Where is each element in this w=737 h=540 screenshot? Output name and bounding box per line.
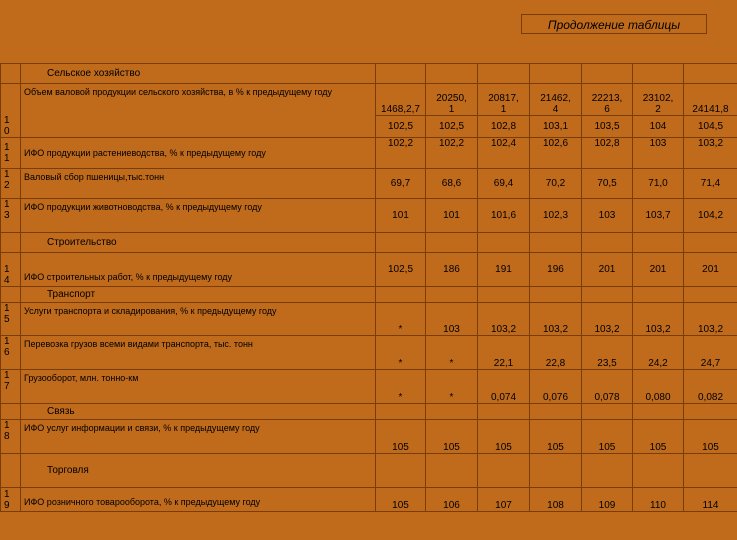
table-row (1, 488, 737, 512)
indicator-name: ИФО продукции животноводства, % к предыдущему году (21, 199, 376, 233)
value-cell: 24,2 (633, 336, 684, 370)
value-cell: 201 (582, 253, 633, 287)
empty-cell (478, 287, 530, 303)
empty-cell (633, 233, 684, 253)
value-cell: * (426, 336, 478, 370)
value-cell: 105 (684, 420, 737, 454)
indicator-name: Перевозка грузов всеми видами транспорта, тыс. тонн (21, 336, 376, 370)
value-cell-top: 20250, 1 (426, 84, 478, 116)
value-cell: 103,2 (530, 303, 582, 336)
value-cell: 0,074 (478, 370, 530, 404)
section-title-agri: Сельское хозяйство (21, 64, 376, 84)
value-cell: 102,8 (582, 138, 633, 169)
table-row (1, 370, 737, 404)
value-cell: * (376, 336, 426, 370)
empty-cell (684, 454, 737, 488)
table-row (1, 253, 737, 287)
value-cell: 201 (633, 253, 684, 287)
value-cell: 103 (582, 199, 633, 233)
indicator-name: ИФО строительных работ, % к предыдущему году (21, 253, 376, 287)
empty-cell (684, 64, 737, 84)
value-cell: 68,6 (426, 169, 478, 199)
value-cell: 102,2 (376, 138, 426, 169)
value-cell: 105 (376, 488, 426, 512)
empty-cell (633, 64, 684, 84)
empty-cell (633, 404, 684, 420)
value-cell-top: 21462, 4 (530, 84, 582, 116)
section-row-transport (1, 287, 737, 303)
value-cell: 103,7 (633, 199, 684, 233)
value-cell: 69,7 (376, 169, 426, 199)
table-row (1, 84, 737, 116)
empty-cell (633, 454, 684, 488)
value-cell: 103,2 (633, 303, 684, 336)
section-title-trade: Торговля (21, 454, 376, 488)
row-number: 1 5 (1, 303, 21, 336)
value-cell: 105 (633, 420, 684, 454)
data-table (0, 63, 737, 512)
value-cell: 107 (478, 488, 530, 512)
empty-cell (684, 404, 737, 420)
indicator-name: Грузооборот, млн. тонно-км (21, 370, 376, 404)
value-cell: 23,5 (582, 336, 633, 370)
empty-cell (376, 404, 426, 420)
value-cell: 101 (426, 199, 478, 233)
value-cell: 114 (684, 488, 737, 512)
value-cell: 0,080 (633, 370, 684, 404)
value-cell: 102,3 (530, 199, 582, 233)
value-cell: 105 (426, 420, 478, 454)
row-number: 1 1 (1, 138, 21, 169)
empty-cell (376, 64, 426, 84)
indicator-name: Услуги транспорта и складирования, % к предыдущему году (21, 303, 376, 336)
value-cell: * (426, 370, 478, 404)
value-cell: 0,076 (530, 370, 582, 404)
value-cell: 102,4 (478, 138, 530, 169)
table-row (1, 336, 737, 370)
value-cell-bottom: 102,8 (478, 116, 530, 138)
value-cell: 201 (684, 253, 737, 287)
value-cell: 103,2 (684, 138, 737, 169)
value-cell: 109 (582, 488, 633, 512)
indicator-name: ИФО продукции растениеводства, % к предыдущему году (21, 138, 376, 169)
value-cell: 106 (426, 488, 478, 512)
value-cell: 103 (633, 138, 684, 169)
empty-cell (376, 454, 426, 488)
value-cell-top: 1468,2,7 (376, 84, 426, 116)
value-cell: 103 (426, 303, 478, 336)
value-cell: 103,2 (684, 303, 737, 336)
table-row (1, 199, 737, 233)
value-cell: 69,4 (478, 169, 530, 199)
value-cell-bottom: 102,5 (376, 116, 426, 138)
value-cell-top: 24141,8 (684, 84, 737, 116)
empty-cell (478, 64, 530, 84)
value-cell: 108 (530, 488, 582, 512)
value-cell-bottom: 104,5 (684, 116, 737, 138)
section-title-communication: Связь (21, 404, 376, 420)
empty-cell (478, 454, 530, 488)
empty-cell (530, 454, 582, 488)
empty-cell (582, 233, 633, 253)
value-cell: 102,2 (426, 138, 478, 169)
value-cell: 105 (530, 420, 582, 454)
value-cell: * (376, 303, 426, 336)
value-cell: 24,7 (684, 336, 737, 370)
value-cell: 105 (376, 420, 426, 454)
value-cell: 103,2 (582, 303, 633, 336)
row-number: 1 9 (1, 488, 21, 512)
value-cell: 71,0 (633, 169, 684, 199)
section-spacer (1, 233, 21, 253)
section-row-agri (1, 64, 737, 84)
value-cell: 71,4 (684, 169, 737, 199)
section-title-transport: Транспорт (21, 287, 376, 303)
empty-cell (376, 287, 426, 303)
empty-cell (582, 454, 633, 488)
value-cell: * (376, 370, 426, 404)
value-cell-bottom: 104 (633, 116, 684, 138)
value-cell: 105 (478, 420, 530, 454)
value-cell-bottom: 103,5 (582, 116, 633, 138)
value-cell: 70,5 (582, 169, 633, 199)
value-cell-bottom: 103,1 (530, 116, 582, 138)
row-number: 1 7 (1, 370, 21, 404)
value-cell: 110 (633, 488, 684, 512)
empty-cell (426, 64, 478, 84)
empty-cell (530, 287, 582, 303)
table-caption: Продолжение таблицы (521, 14, 707, 34)
empty-cell (478, 404, 530, 420)
empty-cell (530, 404, 582, 420)
value-cell: 105 (582, 420, 633, 454)
empty-cell (684, 287, 737, 303)
empty-cell (426, 233, 478, 253)
row-number: 1 3 (1, 199, 21, 233)
value-cell: 101 (376, 199, 426, 233)
value-cell: 191 (478, 253, 530, 287)
value-cell: 0,082 (684, 370, 737, 404)
row-number: 1 2 (1, 169, 21, 199)
value-cell: 101,6 (478, 199, 530, 233)
indicator-name: ИФО услуг информации и связи, % к предыдущему году (21, 420, 376, 454)
value-cell: 70,2 (530, 169, 582, 199)
value-cell-top: 20817, 1 (478, 84, 530, 116)
value-cell: 103,2 (478, 303, 530, 336)
value-cell: 22,1 (478, 336, 530, 370)
row-number: 1 4 (1, 253, 21, 287)
empty-cell (582, 64, 633, 84)
indicator-name: Объем валовой продукции сельского хозяйства, в % к предыдущему году (21, 84, 376, 138)
empty-cell (582, 404, 633, 420)
value-cell: 0,078 (582, 370, 633, 404)
empty-cell (426, 454, 478, 488)
empty-cell (478, 233, 530, 253)
empty-cell (530, 233, 582, 253)
table-row (1, 420, 737, 454)
value-cell: 104,2 (684, 199, 737, 233)
table-row (1, 169, 737, 199)
indicator-name: ИФО розничного товарооборота, % к предыдущему году (21, 488, 376, 512)
row-number: 1 8 (1, 420, 21, 454)
empty-cell (530, 64, 582, 84)
section-row-trade (1, 454, 737, 488)
row-number: 1 6 (1, 336, 21, 370)
section-spacer (1, 454, 21, 488)
empty-cell (684, 233, 737, 253)
value-cell-top: 23102, 2 (633, 84, 684, 116)
empty-cell (633, 287, 684, 303)
value-cell: 22,8 (530, 336, 582, 370)
empty-cell (376, 233, 426, 253)
section-spacer (1, 287, 21, 303)
value-cell: 186 (426, 253, 478, 287)
table-row (1, 303, 737, 336)
section-row-construction (1, 233, 737, 253)
section-row-communication (1, 404, 737, 420)
empty-cell (426, 404, 478, 420)
value-cell: 102,5 (376, 253, 426, 287)
value-cell: 196 (530, 253, 582, 287)
table-row (1, 138, 737, 169)
value-cell-top: 22213, 6 (582, 84, 633, 116)
empty-cell (426, 287, 478, 303)
value-cell: 102,6 (530, 138, 582, 169)
section-spacer (1, 404, 21, 420)
section-title-construction: Строительство (21, 233, 376, 253)
row-number: 1 0 (1, 84, 21, 138)
empty-cell (582, 287, 633, 303)
indicator-name: Валовый сбор пшеницы,тыс.тонн (21, 169, 376, 199)
section-spacer (1, 64, 21, 84)
value-cell-bottom: 102,5 (426, 116, 478, 138)
